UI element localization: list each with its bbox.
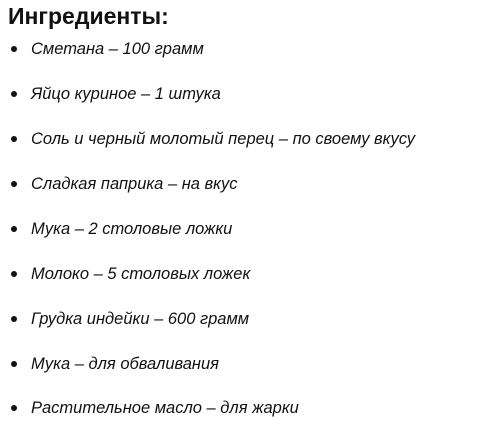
list-item	[0, 307, 500, 331]
bullet-icon	[11, 136, 17, 142]
bullet-icon	[11, 271, 17, 277]
bullet-icon	[11, 316, 17, 322]
bullet-icon	[11, 91, 17, 97]
bullet-icon	[11, 405, 17, 411]
ingredient-text: Соль и черный молотый перец – по своему вкусу	[31, 130, 416, 148]
ingredients-heading: Ингредиенты:	[8, 3, 169, 29]
list-item	[0, 82, 500, 106]
ingredient-text: Мука – 2 столовые ложки	[31, 220, 233, 238]
ingredient-text: Грудка индейки – 600 грамм	[31, 310, 250, 328]
ingredient-text: Сладкая паприка – на вкус	[31, 175, 238, 193]
list-item	[0, 217, 500, 241]
list-item	[0, 262, 500, 286]
ingredient-text: Молоко – 5 столовых ложек	[31, 265, 251, 283]
bullet-icon	[11, 181, 17, 187]
list-item	[0, 172, 500, 196]
bullet-icon	[11, 46, 17, 52]
ingredient-text: Сметана – 100 грамм	[31, 40, 204, 58]
list-item	[0, 37, 500, 61]
list-item	[0, 396, 500, 420]
bullet-icon	[11, 361, 17, 367]
ingredient-text: Растительное масло – для жарки	[31, 399, 299, 417]
list-item	[0, 127, 500, 151]
ingredient-text: Яйцо куриное – 1 штука	[31, 85, 221, 103]
bullet-icon	[11, 226, 17, 232]
list-item	[0, 352, 500, 376]
ingredient-text: Мука – для обваливания	[31, 355, 219, 373]
